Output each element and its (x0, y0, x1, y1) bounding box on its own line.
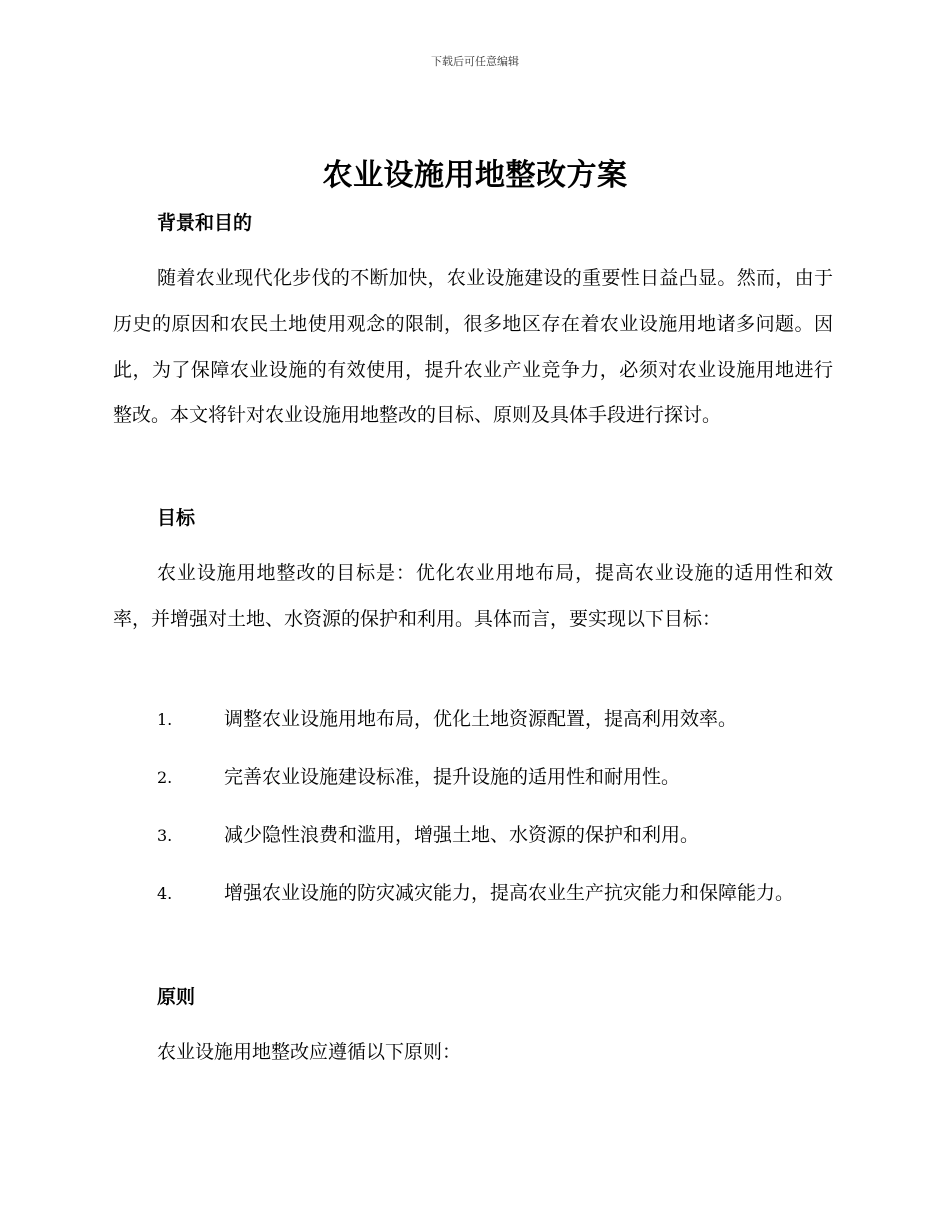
goal-item-1 (113, 697, 833, 743)
page-header: 下载后可任意编辑 (431, 55, 519, 68)
goal-item-3 (113, 813, 833, 859)
heading-background: 背景和目的 (157, 212, 253, 234)
list-text: 增强农业设施的防灾减灾能力，提高农业生产抗灾能力和保障能力。 (224, 882, 795, 904)
list-number: 2. (157, 768, 173, 787)
list-number: 3. (157, 826, 173, 845)
paragraph-goals: 农业设施用地整改的目标是：优化农业用地布局，提高农业设施的适用性和效率，并增强对土地、水资源的保护和利用。具体而言，要实现以下目标： (113, 562, 833, 630)
list-number: 4. (157, 884, 173, 903)
paragraph-principles: 农业设施用地整改应遵循以下原则： (157, 1041, 462, 1063)
list-text: 调整农业设施用地布局，优化土地资源配置，提高利用效率。 (224, 708, 738, 730)
document-title: 农业设施用地整改方案 (322, 158, 628, 193)
paragraph-background: 随着农业现代化步伐的不断加快，农业设施建设的重要性日益凸显。然而，由于历史的原因和农民土地使用观念的限制，很多地区存在着农业设施用地诸多问题。因此，为了保障农业设施的有效使用，提升农业产业竞争力，必须对农业设施用地进行整改。本文将针对农业设施用地整改的目标、原则及具体手段进行探讨。 (113, 267, 833, 427)
heading-goals: 目标 (157, 507, 196, 529)
list-text: 完善农业设施建设标准，提升设施的适用性和耐用性。 (224, 766, 681, 788)
goal-item-2 (113, 755, 833, 801)
list-text: 减少隐性浪费和滥用，增强土地、水资源的保护和利用。 (224, 824, 700, 846)
list-number: 1. (157, 710, 173, 729)
heading-principles: 原则 (157, 986, 196, 1008)
goal-item-4 (113, 871, 833, 917)
